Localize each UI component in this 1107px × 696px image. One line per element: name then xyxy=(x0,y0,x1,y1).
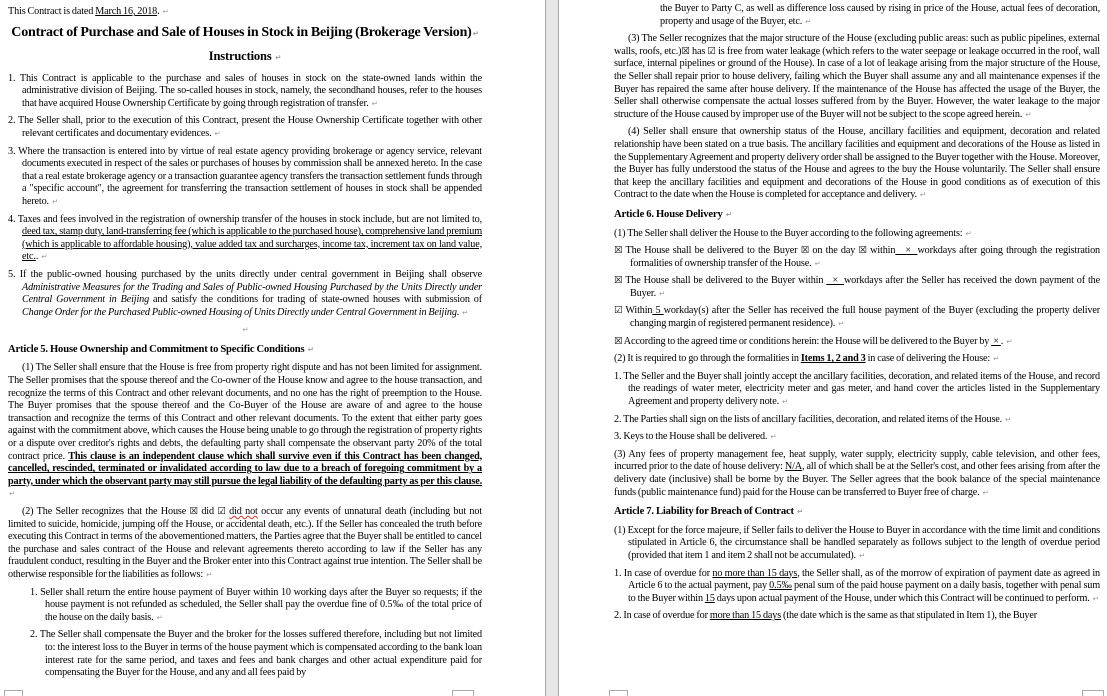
article-5-heading xyxy=(8,344,482,357)
text-run: no more than 15 days xyxy=(712,567,798,579)
text-run: . xyxy=(456,306,462,318)
checkbox-checked-icon[interactable]: ☑ xyxy=(707,45,716,57)
delivery-option-3 xyxy=(614,305,1100,330)
checkbox-checked-icon[interactable]: ☑ xyxy=(614,305,623,317)
text-run: According to the agreed time or conditions herein: the House will be delivered to the Buyer by xyxy=(622,335,992,347)
paragraph-mark-icon: ↵ xyxy=(156,612,163,622)
article-5-clause-2 xyxy=(8,506,482,582)
paragraph-mark-icon: ↵ xyxy=(51,196,59,206)
text-run: (1) Except for the force majeure, if Seller fails to deliver the House to Buyer in accordance with the time limit and conditions stipulated in Article 6, the circumstance shall be handled separately as follows subject to the length of overdue period (provided that item 1 and item 2 shall not be accumulated). xyxy=(614,524,1100,561)
article-7-heading xyxy=(614,506,1100,519)
paragraph-mark-icon: ↵ xyxy=(781,397,789,407)
text-run: 2. The Seller shall, prior to the execution of this Contract, present the House Ownership Certificate together with other relevant certificates and documentary evidences. xyxy=(8,115,482,139)
instruction-item-3 xyxy=(8,146,482,209)
text-run: (3) Any fees of property management fee, heat supply, water supply, electricity supply, cable television, and other fees, incurred prior to the date of house delivery: xyxy=(614,448,1100,473)
text-run: 4. Taxes and fees involved in the registration of ownership transfer of the houses in stock include, but are not limited to, xyxy=(8,213,482,225)
text-run: (1) The Seller shall deliver the House to the Buyer according to the following agreements: xyxy=(614,227,965,239)
text-run: . xyxy=(157,6,162,17)
liability-item-2-continuation xyxy=(660,3,1100,28)
article-6-clause-3 xyxy=(614,449,1100,499)
text-run: (the date which is the same as that stipulated in Item 1), the Buyer xyxy=(781,610,1037,622)
checkbox-crossed-icon[interactable]: ☒ xyxy=(614,275,623,287)
paragraph-mark-icon: ↵ xyxy=(371,98,378,108)
checkbox-checked-icon[interactable]: ☑ xyxy=(217,506,226,517)
paragraph-mark-icon: ↵ xyxy=(162,7,169,16)
overdue-item-2 xyxy=(614,610,1100,623)
text-run: on the day xyxy=(809,245,859,257)
text-run: Items 1, 2 and 3 xyxy=(800,353,866,365)
instruction-item-5 xyxy=(8,269,482,319)
text-run: (3) The Seller recognizes that the major structure of the House (excluding public areas: such as public pipelines, external walls, roofs, etc.) xyxy=(614,33,1100,57)
liability-item-2 xyxy=(30,629,482,679)
text-run: deed tax, stamp duty, land-transferring fee (which is applicable to the purchased house), comprehensive land premium (which is applicable to affordable housing), value added tax and surcharges, income tax, increment tax on land value, etc. xyxy=(22,226,482,263)
text-run: Administrative Measures for the Trading and Sales of Public-owned Housing Purchased by the Units Directly under Central Government in Beijing xyxy=(22,281,482,306)
text-run: This clause is an independent clause which shall survive even if this Contract has been changed, cancelled, rescinded, terminated or invalidated according to law due to a breach of foregoing commitment by a party, under which the observant party may still pursue the legal liability of the defaulting party as per this clause. xyxy=(8,450,482,487)
checkbox-crossed-icon[interactable]: ☒ xyxy=(614,245,623,257)
page-gap xyxy=(545,0,559,696)
text-run: workday(s) after the Seller has received the full house payment of the Buyer (excluding the property deliver changing margin of registered permanent residence). xyxy=(630,305,1100,330)
text-run: Change Order for the Purchased Public-owned Housing of Units Directly under Central Government in Beijing xyxy=(22,306,457,318)
text-run: Article 6. House Delivery xyxy=(614,208,725,220)
text-run: The House shall be delivered to the Buyer within xyxy=(622,275,827,287)
delivery-formality-1 xyxy=(614,371,1100,409)
contract-page-2 xyxy=(559,0,1107,696)
text-run: 1. Seller shall return the entire house payment of Buyer within 10 working days after the Buyer so requests; if the house payment is not refunded as scheduled, the Seller shall pay the overdue fine of 0.5‰ of the total price of the house on the daily basis. xyxy=(30,586,482,623)
text-run: 15 xyxy=(704,592,715,604)
paragraph-mark-icon: ↵ xyxy=(307,344,314,354)
text-run: did not xyxy=(229,506,258,517)
text-run: 5 xyxy=(652,305,664,317)
text-run: This Contract is dated xyxy=(8,6,96,17)
paragraph-mark-icon: ↵ xyxy=(805,16,812,26)
paragraph-mark-icon: ↵ xyxy=(1006,336,1013,346)
article-6-clause-2 xyxy=(614,353,1100,366)
delivery-formality-2 xyxy=(614,414,1100,427)
text-run: 2. The Parties shall sign on the lists of ancillary facilities, decoration, and related items of the House. xyxy=(614,413,1005,425)
paragraph-mark-icon: ↵ xyxy=(858,550,866,560)
delivery-formality-3 xyxy=(614,431,1100,444)
text-run: is free from water leakage (which refers to the water seepage or leakage occurred in the roof, wall surface, internal pipelines or ground of the House). In case of a lot of leakage arising from the major structure of the House, the Seller shall repair prior to house delivery, failing which the Buyer shall assume any and all maintenance expenses if the Buyer has repaired the same after house delivery. If the maintenance of the House has affected the usage of the Buyer, the Seller shall otherwise compensate the actual losses suffered from by the Buyer. However, the water leakage to the major structure of the House caused by improper use of the Buyer will not be subject to the scope agreed herein. xyxy=(614,45,1100,120)
overdue-item-1 xyxy=(614,568,1100,606)
contract-page-1 xyxy=(0,0,545,696)
text-run: the Buyer to Party C, as well as difference loss caused by rising in price of the House, actual fees of decoration, property and usage of the Buyer, etc. xyxy=(660,3,1100,27)
paragraph-mark-icon: ↵ xyxy=(770,432,777,442)
instruction-item-4 xyxy=(8,214,482,264)
checkbox-crossed-icon[interactable]: ☒ xyxy=(800,245,810,257)
paragraph-mark-icon: ↵ xyxy=(206,569,213,579)
paragraph-mark-icon: ↵ xyxy=(658,288,666,298)
text-boundary-mark xyxy=(4,690,23,696)
paragraph-mark-icon: ↵ xyxy=(993,354,1000,364)
text-run: 2. The Seller shall compensate the Buyer and the broker for the losses suffered therefore, including but not limited to: the interest loss to the Buyer in terms of the house payment which is compensated according to the bank loan interest rate for the same period, and taxes and fees and bank charges and other actual expenditure paid for compensating the Buyer for the House, and any and all fees paid by xyxy=(30,629,482,679)
paragraph-mark-icon: ↵ xyxy=(275,52,282,62)
text-run: , the Seller shall, as of the morrow of expiration of payment date as agreed in Article 6 to the actual payment, pay xyxy=(628,567,1100,592)
text-run: (2) The Seller recognizes that the House xyxy=(22,506,190,517)
article-5-clause-3 xyxy=(614,33,1100,121)
text-run: 3. Where the transaction is entered into by virtue of real estate agency providing brokerage or agency service, relevant documents executed in respect of the sales or purchases of houses by commission shall be annexed hereto. In the case that a real estate brokerage agency or a transaction guarantee agency transfers the transaction settlement funds through a "specific account", the agreement for transferring the transaction settlement of houses in stock shall be appended hereto. xyxy=(8,145,482,207)
text-run: workdays after going through the registration formalities of ownership transfer of the House. xyxy=(630,245,1100,269)
text-run: The House shall be delivered to the Buyer xyxy=(622,245,801,257)
paragraph-mark-icon: ↵ xyxy=(982,487,989,497)
article-5-clause-1 xyxy=(8,362,482,501)
checkbox-crossed-icon[interactable]: ☒ xyxy=(858,245,867,257)
empty-paragraph xyxy=(8,324,482,337)
paragraph-mark-icon: ↵ xyxy=(1005,414,1012,424)
text-run: N/A xyxy=(784,461,802,473)
text-run: workdays after the Seller has received the down payment of the Buyer. xyxy=(630,275,1100,299)
text-run: 3. Keys to the House shall be delivered. xyxy=(614,431,770,443)
delivery-option-2 xyxy=(614,275,1100,300)
instruction-item-1 xyxy=(8,73,482,111)
paragraph-mark-icon: ↵ xyxy=(814,258,821,268)
instruction-item-2 xyxy=(8,115,482,140)
paragraph-mark-icon: ↵ xyxy=(1025,109,1032,119)
text-run: Within xyxy=(622,305,653,317)
liability-item-1 xyxy=(30,587,482,625)
text-run: 5. If the public-owned housing purchased by the units directly under central government in Beijing shall observe xyxy=(8,268,482,280)
checkbox-crossed-icon[interactable]: ☒ xyxy=(614,335,623,347)
paragraph-mark-icon: ↵ xyxy=(797,507,804,517)
text-run: Article 7. Liability for Breach of Contract xyxy=(614,506,797,518)
text-run: (1) The Seller shall ensure that the House is free from property right dispute and has not been limited for assignment. The Seller promises that the spouse thereof and the Co-owner of the House know and agree to the house transaction, and recognize the terms of this Contract and other relevant documents, and no one has the right of preemption to the House. The Buyer promises that the spouse thereof and the Co-Buyer of the House are aware of and agree to the house transaction and recognize the terms of this Contract and other relevant documents. To the extent that either party goes against with the commitment above, which causes the House being unable to go through the registration of property rights or a dispute over creditor's rights and debts, the defaulting party shall compensate the observant party 20% of the total contract price. xyxy=(8,362,482,462)
paragraph-mark-icon: ↵ xyxy=(919,190,927,200)
text-run: days upon actual payment of the House, under which this Contract will be continued to perform. xyxy=(714,592,1092,604)
paragraph-mark-icon: ↵ xyxy=(1092,593,1099,603)
text-run: and satisfy the conditions for trading of state-owned houses with submission of xyxy=(149,294,482,306)
dated-line xyxy=(8,6,482,19)
text-run: × xyxy=(991,335,1001,347)
paragraph-mark-icon: ↵ xyxy=(214,128,221,138)
text-run: 2. In case of overdue for xyxy=(614,610,710,622)
text-run: × xyxy=(895,245,918,257)
checkbox-crossed-icon[interactable]: ☒ xyxy=(681,45,690,57)
text-run: March 16, 2018 xyxy=(95,6,158,17)
text-run: has xyxy=(689,45,708,57)
text-boundary-mark xyxy=(452,690,474,696)
text-run: within xyxy=(866,245,896,257)
document-title xyxy=(8,24,482,43)
paragraph-mark-icon: ↵ xyxy=(462,307,469,317)
delivery-option-1 xyxy=(614,245,1100,270)
text-run: 1. In case of overdue for xyxy=(614,567,713,579)
paragraph-mark-icon: ↵ xyxy=(242,325,249,335)
paragraph-mark-icon: ↵ xyxy=(9,489,16,499)
text-run: × xyxy=(826,275,844,287)
article-6-clause-1 xyxy=(614,228,1100,241)
text-run: occur any events of unnatural death (including but not limited to suicide, homicide, jumping off the House, or accidental death, etc.). If the Seller has concealed the truth before executing this Contract in terms of the abovementioned matters, the Parties agree that the Buyer shall be entitled to cancel the purchase and sales contract of the House and relevant agreements thereto according to law if the Seller has any fraudulent conduct, resulting in the Buyer and the Broker enter into this Contract against true intention. The Seller shall be otherwise responsible for the liabilities as follows: xyxy=(8,506,483,580)
instructions-heading xyxy=(8,48,482,66)
paragraph-mark-icon: ↵ xyxy=(472,28,479,38)
article-6-heading xyxy=(614,209,1100,222)
text-run: Article 5. House Ownership and Commitment to Specific Conditions xyxy=(8,343,307,355)
text-run: (2) It is required to go through the formalities in xyxy=(614,353,801,365)
text-run: , all of which shall be at the Seller's cost, and other fees arising from after the delivery date (inclusive) shall be borne by the Buyer. The Seller agrees that the book balance of the special maintenance funds (public maintenance fund) paid for the House can be transferred to Buyer free of charge. xyxy=(614,461,1100,498)
text-run: Instructions xyxy=(208,48,275,63)
text-boundary-mark xyxy=(1082,690,1104,696)
paragraph-mark-icon: ↵ xyxy=(965,228,972,238)
text-run: more than 15 days xyxy=(709,610,782,622)
text-run: 0.5‰ xyxy=(769,580,792,592)
delivery-option-4 xyxy=(614,336,1100,349)
paragraph-mark-icon: ↵ xyxy=(725,209,732,219)
text-run: did xyxy=(197,506,218,517)
text-boundary-mark xyxy=(609,690,628,696)
text-run: . xyxy=(35,251,41,263)
paragraph-mark-icon: ↵ xyxy=(838,319,845,329)
text-run: 1. The Seller and the Buyer shall jointly accept the ancillary facilities, decoration, and related items of the House, and record the readings of water meter, electricity meter and gas meter, and hand cover the articles listed in the Supplementary Agreement and property delivery note. xyxy=(614,370,1100,408)
paragraph-mark-icon: ↵ xyxy=(41,252,48,262)
text-run: (4) Seller shall ensure that ownership status of the House, ancillary facilities and equipment, decoration and related relationship have been stated on a true basis. The ancillary facilities and equipment and decorations of the House as listed in the Supplementary Agreement and property delivery order shall be assigned to the Buyer together with the House. Moreover, the Buyer has fully understood the status of the House and agrees to the buy the House voluntarily. The Seller shall ensure that keep the ancillary facilities and equipment and decorations of the House in good conditions as of execution of this Contract to the date when the House is completed for acceptance and delivery. xyxy=(614,126,1100,201)
text-run: Contract of Purchase and Sale of Houses in Stock in Beijing (Brokerage Version) xyxy=(11,24,472,40)
text-run: . xyxy=(1000,335,1006,347)
text-run: penal sum of the paid house payment on a daily basis, together with penal sum to the Buyer within xyxy=(628,580,1100,604)
article-7-clause-1 xyxy=(614,525,1100,563)
checkbox-crossed-icon[interactable]: ☒ xyxy=(189,506,198,517)
text-run: in case of delivering the House: xyxy=(865,353,993,365)
text-run: 1. This Contract is applicable to the purchase and sales of houses in stock on the state-owned lands within the administrative division of Beijing. The so-called houses in stock, namely, the secondhand houses, refer to the houses that have acquired House Ownership Certificate by going through registration of transfer. xyxy=(8,72,482,109)
article-5-clause-4 xyxy=(614,126,1100,202)
